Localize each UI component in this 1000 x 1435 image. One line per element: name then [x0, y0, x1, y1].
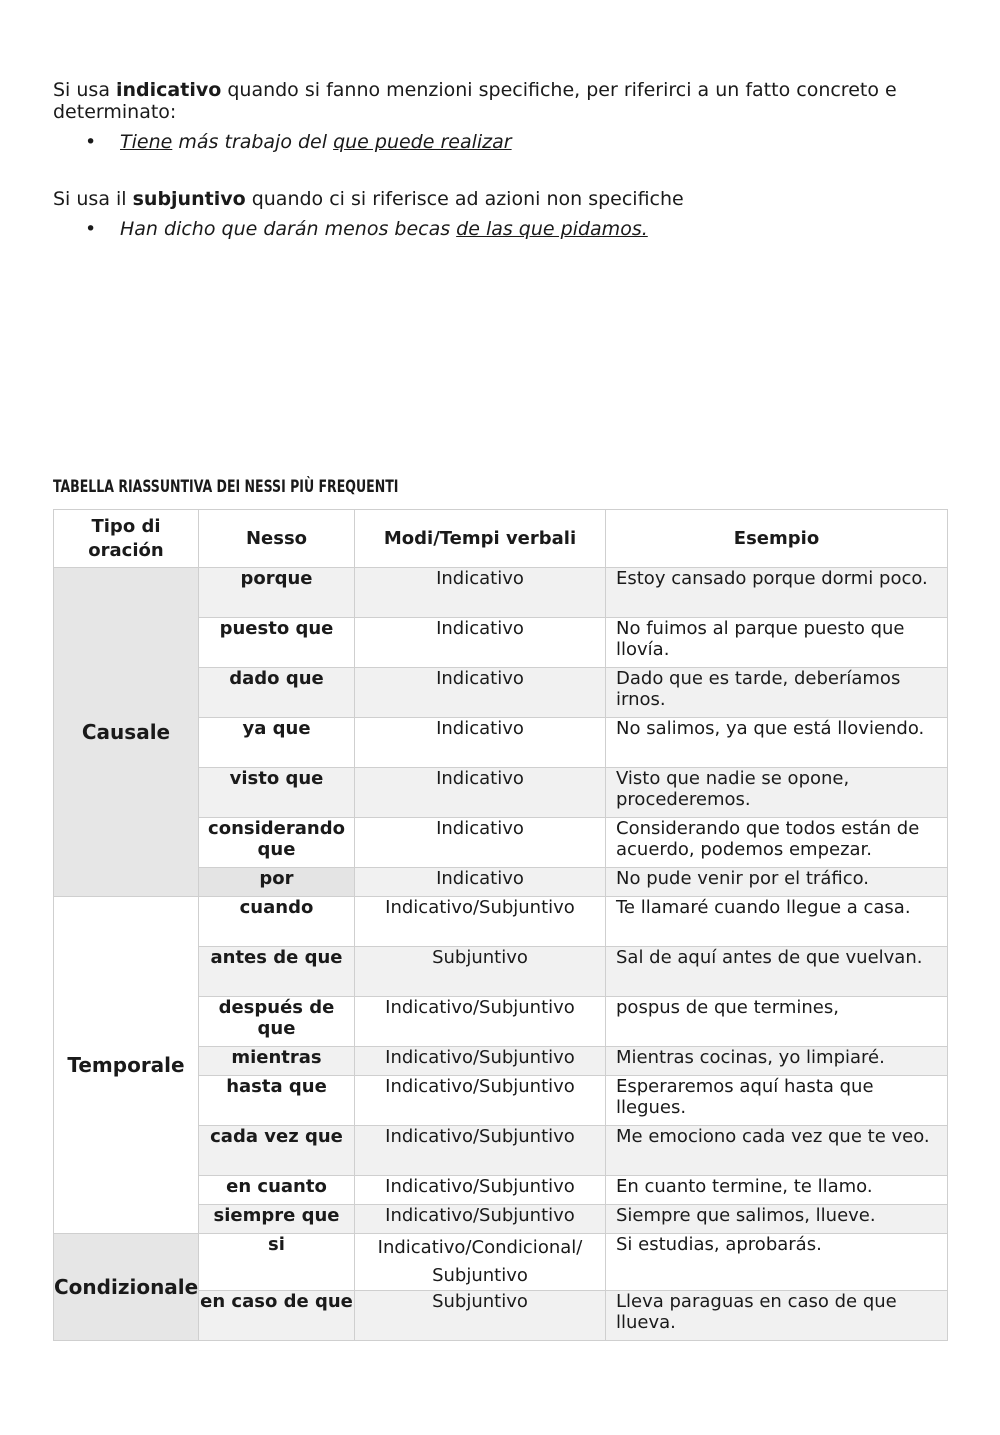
nesso-cell: ya que	[199, 718, 355, 768]
esempio-cell: No pude venir por el tráfico.	[606, 868, 948, 897]
type-causale: Causale	[54, 568, 199, 897]
subjuntivo-paragraph	[53, 188, 933, 210]
text-fragment: Si usa	[53, 79, 117, 101]
nesso-cell: cada vez que	[199, 1126, 355, 1176]
header-modi: Modi/Tempi verbali	[355, 510, 606, 568]
esempio-cell: No fuimos al parque puesto que llovía.	[606, 618, 948, 668]
table-title: TABELLA RIASSUNTIVA DEI NESSI PIÙ FREQUENTI	[53, 477, 399, 497]
modo-cell: Indicativo/Subjuntivo	[355, 897, 606, 947]
modo-cell: Indicativo/Subjuntivo	[355, 997, 606, 1047]
example-underlined: Tiene	[120, 131, 173, 153]
esempio-cell: En cuanto termine, te llamo.	[606, 1176, 948, 1205]
nesso-cell: puesto que	[199, 618, 355, 668]
modo-cell: Indicativo/Subjuntivo	[355, 1176, 606, 1205]
nessi-table	[53, 509, 948, 1341]
table-row	[54, 568, 948, 618]
indicativo-paragraph	[53, 79, 933, 123]
bullet-dot: •	[85, 218, 97, 240]
esempio-cell: pospus de que termines,	[606, 997, 948, 1047]
modo-cell: Indicativo	[355, 618, 606, 668]
nesso-cell: después de que	[199, 997, 355, 1047]
esempio-cell: Esperaremos aquí hasta que llegues.	[606, 1076, 948, 1126]
modo-cell: Indicativo	[355, 568, 606, 618]
esempio-cell: Lleva paraguas en caso de que llueva.	[606, 1291, 948, 1341]
esempio-cell: Te llamaré cuando llegue a casa.	[606, 897, 948, 947]
indicativo-keyword: indicativo	[116, 79, 222, 101]
text-fragment: Si usa il	[53, 188, 133, 210]
modo-cell: Indicativo	[355, 718, 606, 768]
modo-cell: Indicativo/Subjuntivo	[355, 1126, 606, 1176]
type-temporale: Temporale	[54, 897, 199, 1234]
header-tipo: Tipo di oración	[54, 510, 199, 568]
esempio-cell: Sal de aquí antes de que vuelvan.	[606, 947, 948, 997]
nesso-cell: por	[199, 868, 355, 897]
subjuntivo-keyword: subjuntivo	[132, 188, 246, 210]
esempio-cell: Dado que es tarde, deberíamos irnos.	[606, 668, 948, 718]
esempio-cell: Mientras cocinas, yo limpiaré.	[606, 1047, 948, 1076]
nesso-cell: visto que	[199, 768, 355, 818]
modo-cell: Indicativo	[355, 868, 606, 897]
modo-cell: Subjuntivo	[355, 947, 606, 997]
table-row	[54, 1234, 948, 1291]
esempio-cell: No salimos, ya que está lloviendo.	[606, 718, 948, 768]
esempio-cell: Considerando que todos están de acuerdo, podemos empezar.	[606, 818, 948, 868]
esempio-cell: Me emociono cada vez que te veo.	[606, 1126, 948, 1176]
table-row	[54, 897, 948, 947]
nesso-cell: cuando	[199, 897, 355, 947]
header-nesso: Nesso	[199, 510, 355, 568]
nesso-cell: en caso de que	[199, 1291, 355, 1341]
modo-cell: Indicativo	[355, 668, 606, 718]
nesso-cell: considerando que	[199, 818, 355, 868]
table-header-row	[54, 510, 948, 568]
nesso-cell: mientras	[199, 1047, 355, 1076]
esempio-cell: Visto que nadie se opone, procederemos.	[606, 768, 948, 818]
header-esempio: Esempio	[606, 510, 948, 568]
nesso-cell: porque	[199, 568, 355, 618]
esempio-cell: Siempre que salimos, llueve.	[606, 1205, 948, 1234]
nesso-cell: dado que	[199, 668, 355, 718]
modo-cell: Indicativo/Subjuntivo	[355, 1076, 606, 1126]
nesso-cell: en cuanto	[199, 1176, 355, 1205]
esempio-cell: Estoy cansado porque dormi poco.	[606, 568, 948, 618]
bullet-dot: •	[85, 131, 97, 153]
modo-cell: Indicativo/Condicional/ Subjuntivo	[355, 1234, 606, 1291]
text-fragment: más trabajo del	[172, 131, 334, 153]
modo-cell: Indicativo	[355, 768, 606, 818]
nesso-cell: siempre que	[199, 1205, 355, 1234]
nesso-cell: antes de que	[199, 947, 355, 997]
text-fragment: quando ci si riferisce ad azioni non specifiche	[245, 188, 684, 210]
text-fragment: Han dicho que darán menos becas	[120, 218, 457, 240]
modo-cell: Subjuntivo	[355, 1291, 606, 1341]
text-fragment: quando si fanno menzioni specifiche, per riferirci a un fatto concreto e determinato:	[53, 79, 897, 123]
modo-cell: Indicativo/Subjuntivo	[355, 1205, 606, 1234]
type-condizionale: Condizionale	[54, 1234, 199, 1341]
nesso-cell: si	[199, 1234, 355, 1291]
example-underlined: que puede realizar	[333, 131, 512, 153]
esempio-cell: Si estudias, aprobarás.	[606, 1234, 948, 1291]
modo-cell: Indicativo	[355, 818, 606, 868]
nesso-cell: hasta que	[199, 1076, 355, 1126]
modo-cell: Indicativo/Subjuntivo	[355, 1047, 606, 1076]
example-underlined: de las que pidamos.	[456, 218, 648, 240]
